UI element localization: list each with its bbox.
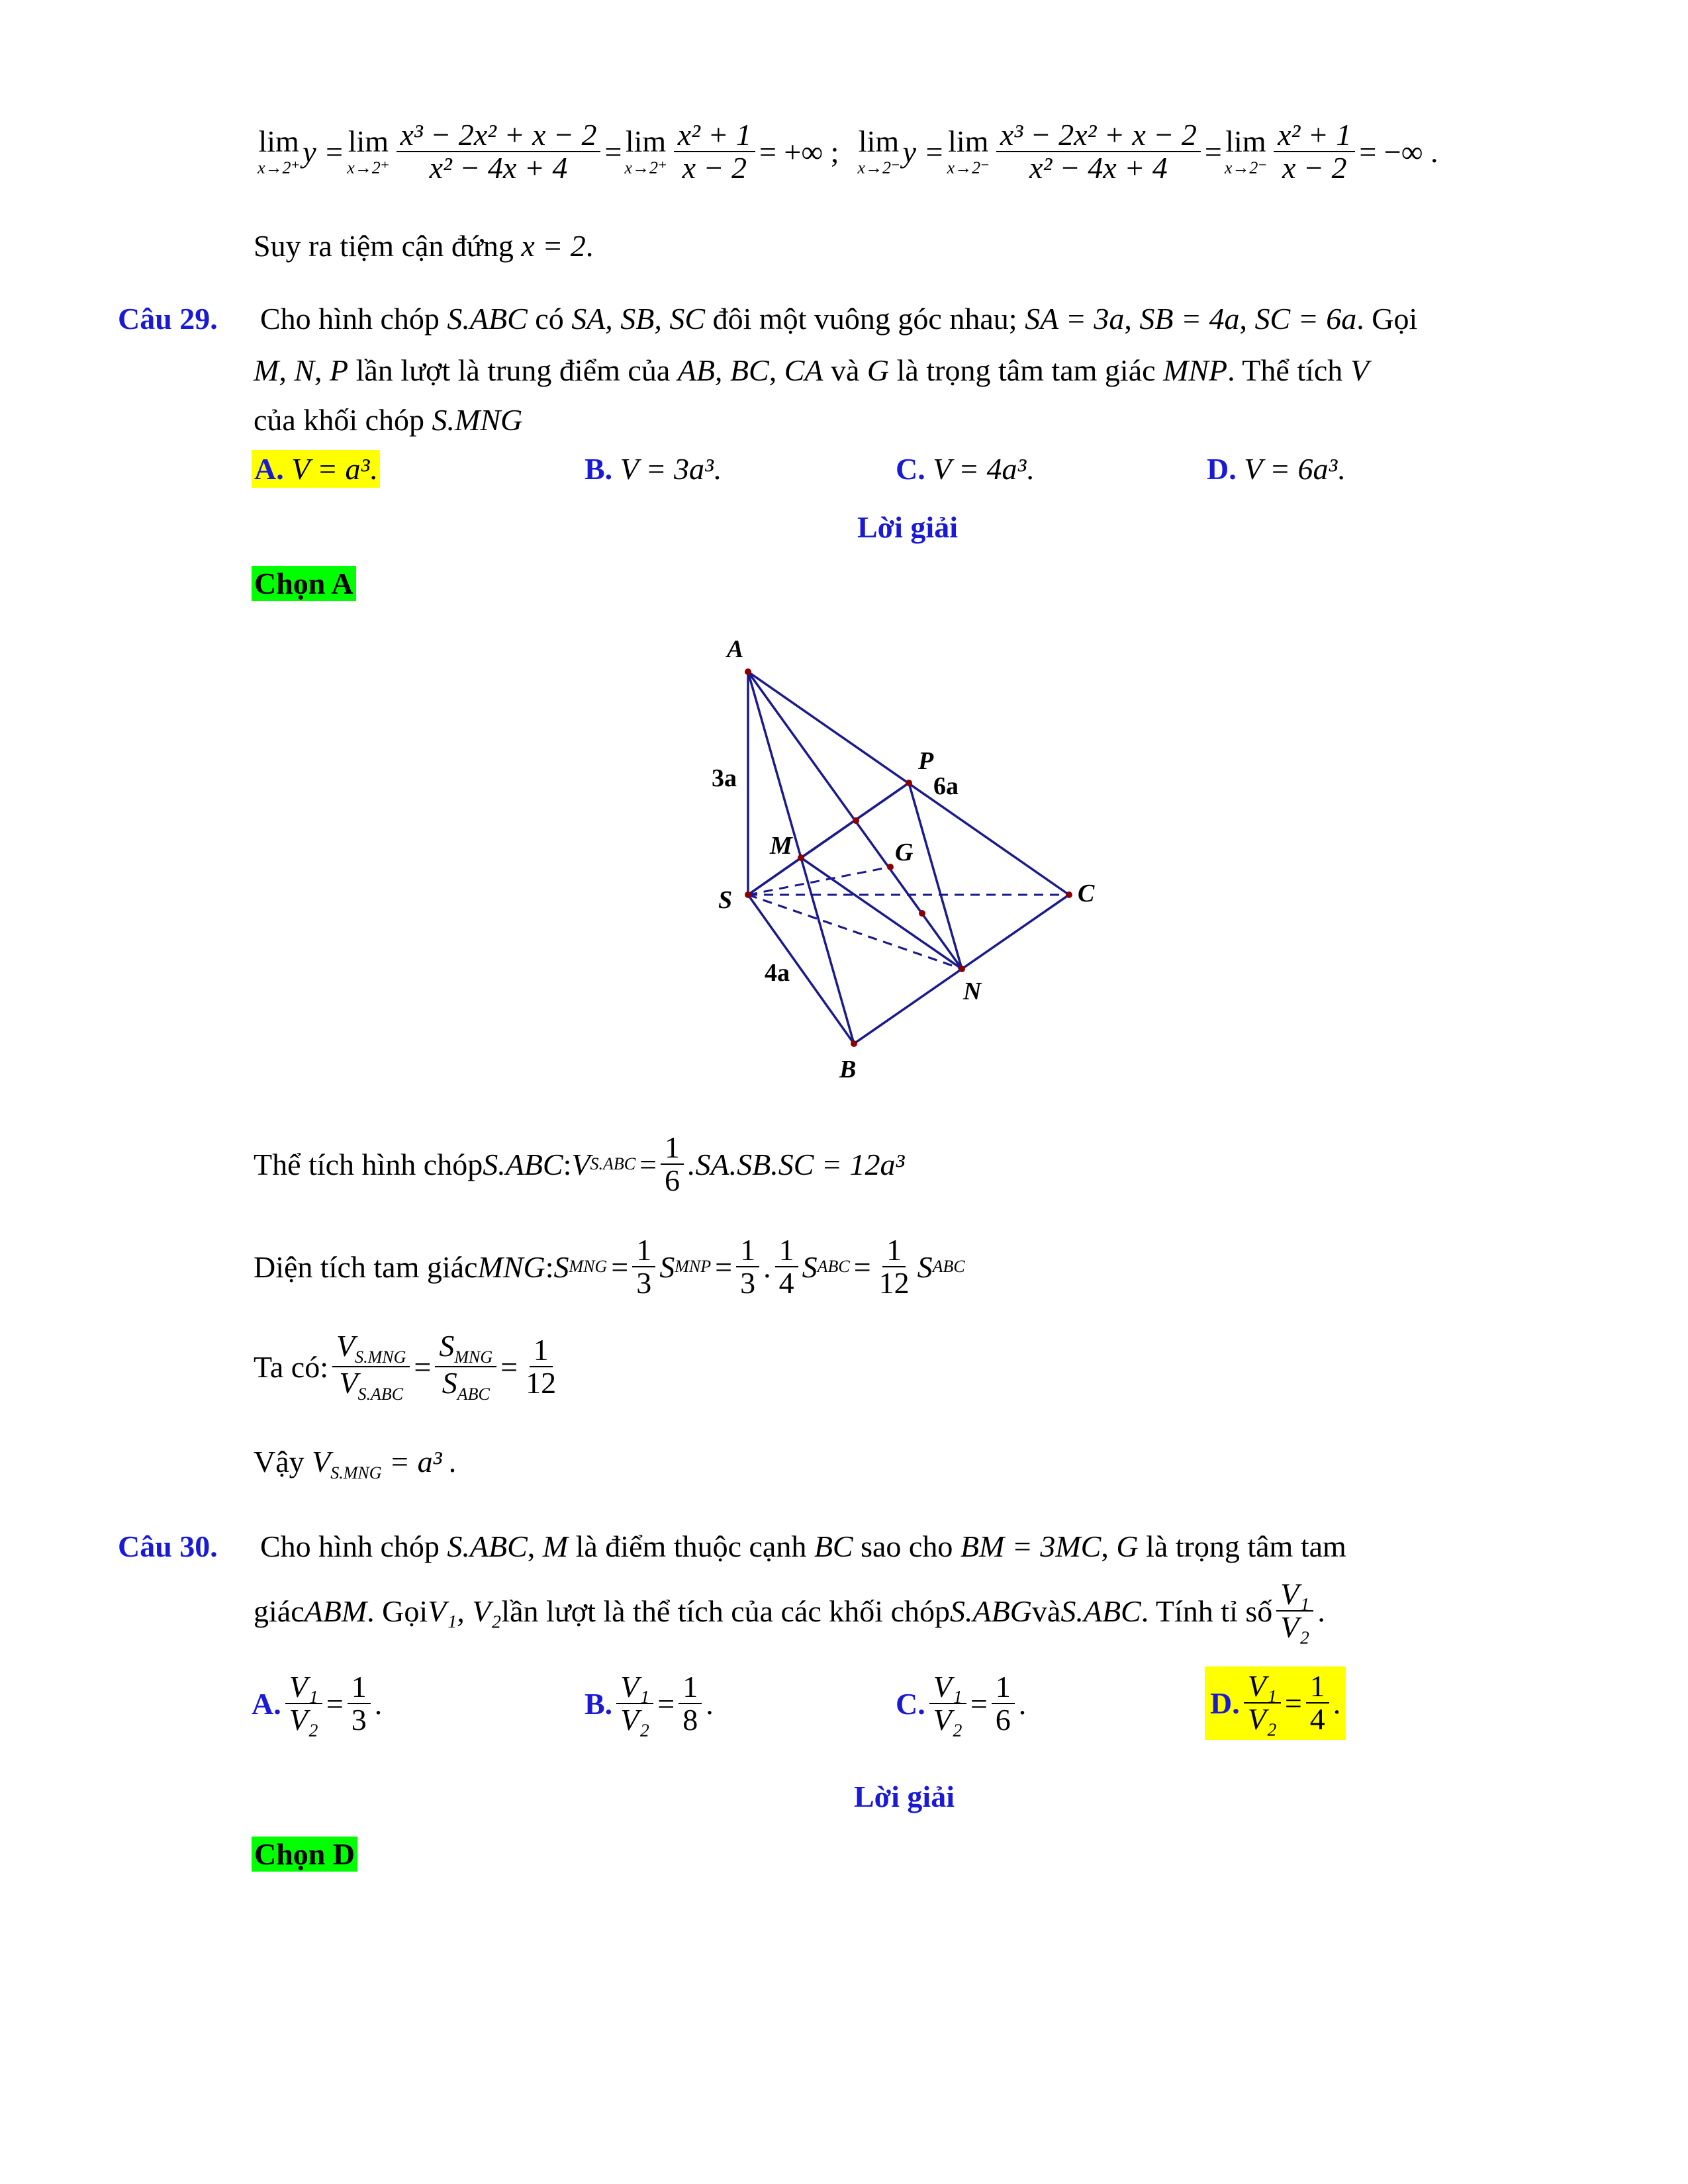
label-p: P: [918, 747, 934, 775]
question-30-label: Câu 30.: [118, 1529, 218, 1563]
equals: =: [604, 134, 622, 169]
segment-sn-2: [748, 895, 962, 969]
question-29-line-3: của khối chóp S.MNG: [254, 403, 523, 437]
asymptote-conclusion: Suy ra tiệm cận đứng x = 2.: [254, 229, 594, 263]
q29-sol-line-4: Vậy $V_{S.MNG} = a^3$ .: [254, 1445, 457, 1483]
point-c: [1066, 891, 1072, 898]
question-30-line-2: giác ABM . Gọi V₁, V₂ lần lượt là thể tích của các khối chóp S.ABG và S.ABC . Tính tỉ số $\frac{\text{V₁}}{\text{V₂}}$ .: [254, 1577, 1325, 1645]
point-b: [851, 1040, 857, 1047]
plus-infinity: = +∞ ;: [759, 134, 839, 169]
lim-4: lim x→2⁻: [857, 124, 900, 178]
label-b: B: [839, 1056, 857, 1083]
fraction-simplified-2: $\frac{\text{x² + 1}}{x - 2}$: [1274, 119, 1355, 185]
question-30-line-1: Cho hình chóp S.ABC, M là điểm thuộc cạnh BC sao cho BM = 3MC, G là trọng tâm tam: [260, 1529, 1346, 1563]
label-4a: 4a: [765, 959, 790, 987]
edge-sb: [748, 895, 854, 1044]
segment-pn: [909, 783, 962, 969]
point-an-intersect: [919, 910, 925, 917]
question-29-line-2: M, N, P lần lượt là trung điểm của AB, BC, CA và G là trọng tâm tam giác MNP. Thể tích V: [254, 353, 1369, 387]
one-sixth: $\frac{1}{6}$: [661, 1132, 684, 1197]
q30-option-c[interactable]: C. $\frac{\text{V₁}}{\text{V₂}}$ = $\frac{1}{6}$ .: [896, 1670, 1027, 1737]
minus-infinity: = −∞ .: [1359, 134, 1438, 169]
q29-option-b[interactable]: B. V = 3a³.: [585, 452, 722, 486]
lim-5: lim x→2⁻: [947, 124, 990, 178]
point-a: [745, 668, 751, 675]
segment-sm: [748, 858, 801, 895]
q29-option-a[interactable]: A. V = a³.: [252, 450, 380, 488]
segment-mn: [801, 858, 962, 969]
q29-sol-line-3: Ta có: $\frac{V_{S.MNG}}{V_{S.ABC}}$ = $\frac{S_{MNG}}{S_{ABC}}$ = $\frac{1}{12}$: [254, 1329, 557, 1404]
q30-option-d[interactable]: D. $\frac{\text{V₁}}{\text{V₂}}$ = $\frac{1}{4}$ .: [1205, 1666, 1346, 1740]
lim-2: lim x→2⁺: [347, 124, 390, 178]
q29-option-d[interactable]: D. V = 6a³.: [1207, 452, 1345, 486]
fraction-cubic-2: $\frac{\text{x³ − 2x² + x − 2}}{\text{x² − 4x + 4}}$: [996, 119, 1201, 185]
question-29-label: Câu 29.: [118, 302, 218, 336]
y-eq: y =: [303, 134, 345, 169]
lim-6: lim x→2⁻: [1224, 124, 1268, 178]
point-m: [798, 854, 804, 861]
point-mp-intersect: [853, 817, 859, 824]
label-a: A: [727, 635, 744, 663]
label-c: C: [1078, 880, 1095, 907]
q29-solution-title: Lời giải: [857, 510, 958, 544]
q29-option-c[interactable]: C. V = 4a³.: [896, 452, 1034, 486]
fraction-cubic: $\frac{\text{x³ − 2x² + x − 2}}{\text{x² − 4x + 4}}$: [397, 119, 601, 185]
q30-solution-title: Lời giải: [854, 1780, 955, 1813]
label-m: M: [770, 832, 792, 860]
label-g: G: [895, 839, 914, 866]
q30-option-a[interactable]: A. $\frac{\text{V₁}}{\text{V₂}}$ = $\frac{1}{3}$ .: [252, 1670, 383, 1737]
point-g: [887, 864, 894, 870]
point-n: [959, 966, 965, 972]
label-n: N: [963, 978, 982, 1005]
point-p: [906, 780, 912, 786]
q29-sol-line-1: Thể tích hình chóp S.ABC : V S.ABC = $\frac{1}{6}$ .SA.SB.SC = 12a³: [254, 1130, 905, 1198]
fraction-simplified: $\frac{\text{x² + 1}}{x - 2}$: [674, 119, 755, 185]
point-s: [745, 891, 751, 898]
label-6a: 6a: [933, 772, 959, 800]
question-29-line-1: Cho hình chóp S.ABC có SA, SB, SC đôi một vuông góc nhau; SA = 3a, SB = 4a, SC = 6a. Gọi: [260, 302, 1418, 336]
lim-3: lim x→2⁺: [624, 124, 667, 178]
q29-sol-line-2: Diện tích tam giác MNG : S MNG = $\frac{1}{3}$ S MNP = $\frac{1}{3}$ . $\frac{1}{4}$ S ABC = $\frac{1}{12}$ S ABC: [254, 1233, 965, 1300]
q29-choice: Chọn A: [252, 566, 356, 601]
q30-choice: Chọn D: [252, 1837, 357, 1872]
label-s: S: [718, 886, 733, 914]
q30-option-b[interactable]: B. $\frac{\text{V₁}}{\text{V₂}}$ = $\frac{1}{8}$ .: [585, 1670, 714, 1737]
label-3a: 3a: [712, 764, 737, 792]
lim-1: lim x→2⁺: [258, 124, 301, 178]
y-eq-2: y =: [902, 134, 945, 169]
equals-2: =: [1204, 134, 1222, 169]
